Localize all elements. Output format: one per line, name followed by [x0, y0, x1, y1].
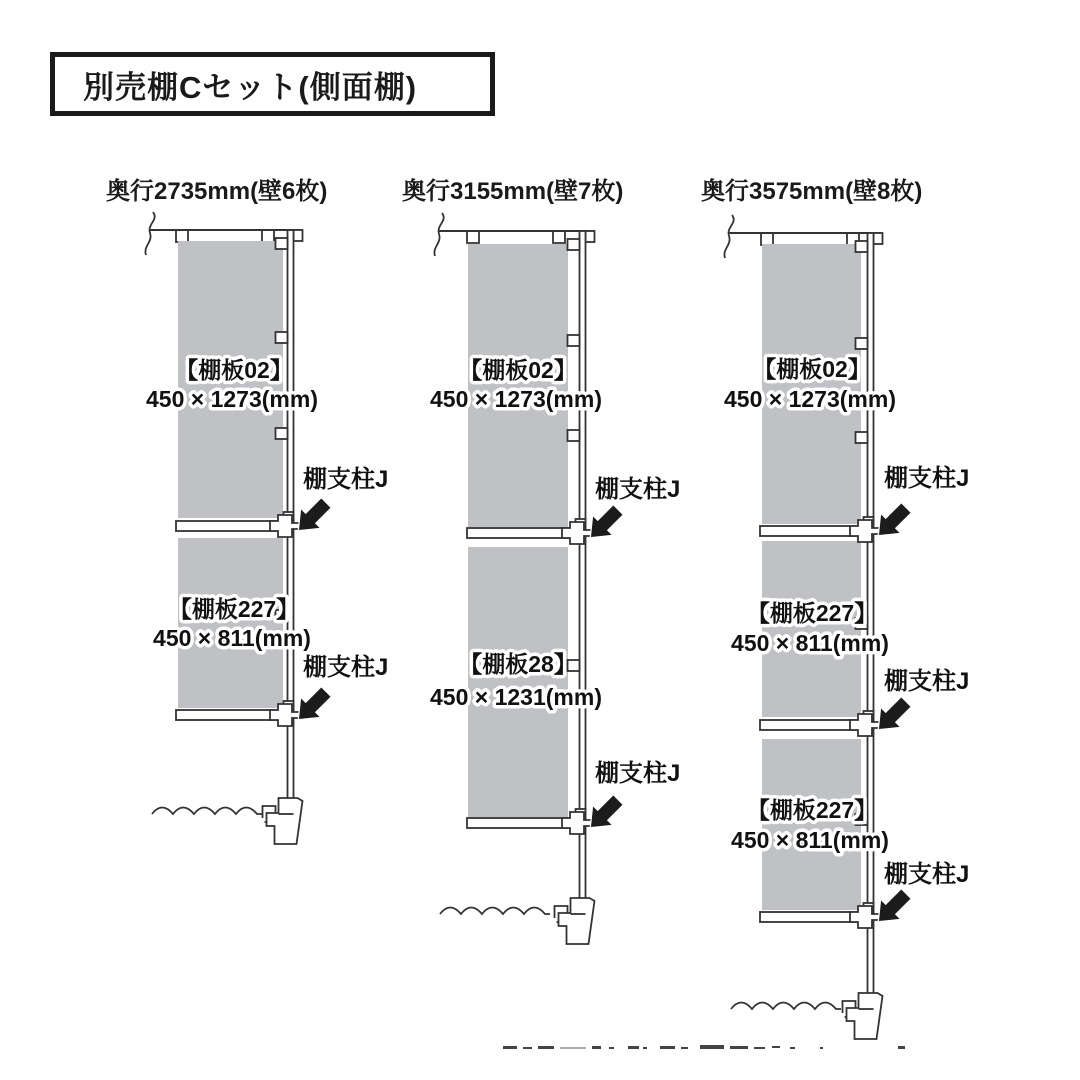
arrow-icon	[879, 698, 911, 730]
shelf-label-name: 【棚板227】	[746, 600, 878, 626]
shelf-label-name: 【棚板02】	[753, 356, 871, 382]
support-label: 棚支柱J	[595, 476, 681, 503]
support-label: 棚支柱J	[303, 654, 389, 681]
page-title: 別売棚Cセット(側面棚)	[83, 69, 418, 105]
shelf-label-size: 450 × 1273(mm)	[146, 386, 318, 412]
top-hook	[586, 231, 595, 242]
column-header: 奥行3575mm(壁8枚)	[701, 178, 923, 205]
panel-clip	[176, 231, 188, 242]
support-label: 棚支柱J	[303, 466, 389, 493]
shelf-panel	[468, 547, 568, 817]
floor-break-wavy	[152, 806, 276, 822]
rail-clip	[568, 239, 580, 250]
column-2	[402, 177, 680, 944]
support-label: 棚支柱J	[884, 861, 970, 888]
shelf-panel	[178, 538, 283, 708]
shelf-panel	[762, 541, 861, 717]
wall-break-squiggle	[145, 212, 154, 255]
shelf-label-name: 【棚板02】	[459, 357, 577, 383]
shelf-label-name: 【棚板28】	[459, 651, 577, 677]
shelf-label-size: 450 × 811(mm)	[153, 625, 311, 651]
floor-break-wavy	[440, 906, 568, 922]
floor-break-wavy	[731, 1001, 856, 1017]
support-label: 棚支柱J	[884, 465, 970, 492]
column-1	[106, 177, 388, 844]
column-header: 奥行2735mm(壁6枚)	[106, 178, 328, 205]
shelf-label-size: 450 × 1231(mm)	[430, 684, 602, 710]
shelf-label-size: 450 × 1273(mm)	[724, 386, 896, 412]
arrow-icon	[879, 504, 911, 536]
rail-clip	[276, 428, 288, 439]
column-header: 奥行3155mm(壁7枚)	[402, 178, 624, 205]
rail-clip	[856, 241, 868, 252]
support-label: 棚支柱J	[595, 760, 681, 787]
wall-break-squiggle	[724, 215, 733, 258]
top-hook	[294, 230, 303, 241]
arrow-icon	[299, 688, 331, 720]
panel-clip	[467, 232, 479, 243]
arrow-icon	[299, 499, 331, 531]
shelf-label-size: 450 × 811(mm)	[731, 630, 889, 656]
arrow-icon	[591, 506, 623, 538]
panel-clip	[553, 232, 565, 243]
top-hook	[874, 233, 883, 244]
shelf-label-name: 【棚板227】	[168, 596, 300, 622]
shelf-panel	[762, 244, 861, 524]
column-3	[701, 177, 969, 1039]
rail-clip	[856, 432, 868, 443]
shelf-panel	[762, 739, 861, 910]
panel-clip	[761, 234, 773, 245]
rail-clip	[568, 335, 580, 346]
shelf-label-size: 450 × 1273(mm)	[430, 386, 602, 412]
panel-clip	[262, 231, 274, 242]
cropped-text-fragments	[503, 1045, 905, 1049]
arrow-icon	[591, 796, 623, 828]
post-foot	[559, 898, 595, 944]
post-foot	[847, 993, 883, 1039]
rail-clip	[856, 338, 868, 349]
rail-clip	[276, 238, 288, 249]
shelf-label-name: 【棚板02】	[175, 357, 293, 383]
rail-clip	[568, 430, 580, 441]
shelf-label-size: 450 × 811(mm)	[731, 827, 889, 853]
shelf-label-name: 【棚板227】	[746, 797, 878, 823]
wall-break-squiggle	[434, 213, 443, 256]
rail-clip	[276, 332, 288, 343]
arrow-icon	[879, 890, 911, 922]
support-label: 棚支柱J	[884, 668, 970, 695]
post-foot	[267, 798, 303, 844]
